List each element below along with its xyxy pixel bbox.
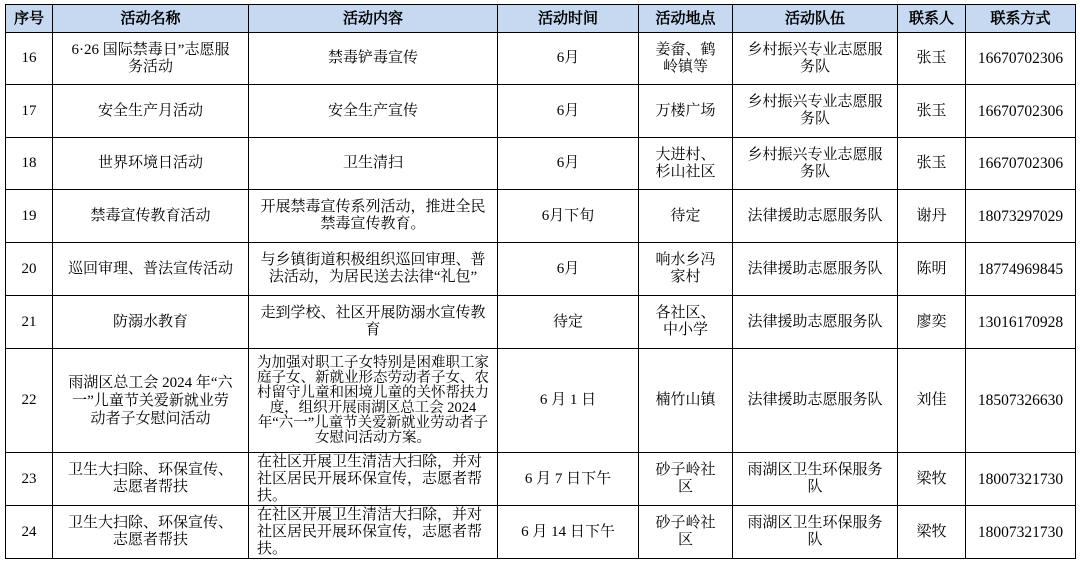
cell-phone-number: 18774969845 xyxy=(966,243,1076,296)
cell-serial-number: 24 xyxy=(6,506,53,559)
cell-activity-time: 6月 xyxy=(498,138,639,190)
cell-phone-number: 18073297029 xyxy=(966,190,1076,243)
cell-phone-number: 18007321730 xyxy=(966,506,1076,559)
cell-phone-number: 16670702306 xyxy=(966,138,1076,190)
cell-contact-person: 张玉 xyxy=(898,138,966,190)
cell-serial-number: 19 xyxy=(6,190,53,243)
cell-activity-content: 与乡镇街道积极组织巡回审理、普法活动，为居民送去法律“礼包” xyxy=(249,243,498,296)
cell-contact-person: 张玉 xyxy=(898,33,966,85)
header-activity-content: 活动内容 xyxy=(249,5,498,33)
cell-activity-name: 世界环境日活动 xyxy=(53,138,249,190)
cell-activity-time: 6月下旬 xyxy=(498,190,639,243)
table-row xyxy=(6,190,1076,243)
cell-activity-time: 6月 xyxy=(498,243,639,296)
cell-activity-name: 安全生产月活动 xyxy=(53,85,249,138)
cell-activity-name: 6·26 国际禁毒日”志愿服务活动 xyxy=(53,33,249,85)
header-activity-name: 活动名称 xyxy=(53,5,249,33)
cell-phone-number: 16670702306 xyxy=(966,33,1076,85)
cell-activity-time: 6 月 7 日下午 xyxy=(498,453,639,506)
cell-activity-team: 乡村振兴专业志愿服务队 xyxy=(733,33,898,85)
cell-activity-team: 乡村振兴专业志愿服务队 xyxy=(733,138,898,190)
cell-contact-person: 谢丹 xyxy=(898,190,966,243)
cell-contact-person: 廖奕 xyxy=(898,296,966,349)
cell-activity-team: 雨湖区卫生环保服务队 xyxy=(733,453,898,506)
cell-phone-number: 13016170928 xyxy=(966,296,1076,349)
cell-activity-name: 禁毒宣传教育活动 xyxy=(53,190,249,243)
cell-serial-number: 22 xyxy=(6,349,53,453)
header-phone-number: 联系方式 xyxy=(966,5,1076,33)
table-row xyxy=(6,296,1076,349)
activity-schedule-sheet xyxy=(5,4,1075,559)
cell-activity-name: 卫生大扫除、环保宣传、志愿者帮扶 xyxy=(53,506,249,559)
cell-activity-time: 6月 xyxy=(498,33,639,85)
cell-phone-number: 16670702306 xyxy=(966,85,1076,138)
cell-contact-person: 陈明 xyxy=(898,243,966,296)
cell-activity-location: 砂子岭社区 xyxy=(639,506,733,559)
table-header-row xyxy=(6,5,1076,33)
cell-serial-number: 21 xyxy=(6,296,53,349)
table-row xyxy=(6,33,1076,85)
cell-serial-number: 18 xyxy=(6,138,53,190)
cell-activity-content: 开展禁毒宣传系列活动，推进全民禁毒宣传教育。 xyxy=(249,190,498,243)
header-contact-person: 联系人 xyxy=(898,5,966,33)
cell-activity-location: 姜畲、鹤岭镇等 xyxy=(639,33,733,85)
header-serial-number: 序号 xyxy=(6,5,53,33)
cell-activity-content: 安全生产宣传 xyxy=(249,85,498,138)
table-row xyxy=(6,138,1076,190)
cell-phone-number: 18007321730 xyxy=(966,453,1076,506)
table-row xyxy=(6,349,1076,453)
cell-activity-time: 6月 xyxy=(498,85,639,138)
table-row xyxy=(6,243,1076,296)
cell-activity-team: 法律援助志愿服务队 xyxy=(733,349,898,453)
cell-activity-team: 乡村振兴专业志愿服务队 xyxy=(733,85,898,138)
cell-activity-time: 6 月 1 日 xyxy=(498,349,639,453)
header-activity-time: 活动时间 xyxy=(498,5,639,33)
cell-activity-location: 楠竹山镇 xyxy=(639,349,733,453)
cell-contact-person: 刘佳 xyxy=(898,349,966,453)
cell-activity-time: 6 月 14 日下午 xyxy=(498,506,639,559)
cell-activity-location: 砂子岭社区 xyxy=(639,453,733,506)
cell-activity-content: 在社区开展卫生清洁大扫除，并对社区居民开展环保宣传，志愿者帮扶。 xyxy=(249,453,498,506)
cell-contact-person: 梁牧 xyxy=(898,453,966,506)
cell-contact-person: 梁牧 xyxy=(898,506,966,559)
cell-activity-location: 待定 xyxy=(639,190,733,243)
header-activity-location: 活动地点 xyxy=(639,5,733,33)
cell-phone-number: 18507326630 xyxy=(966,349,1076,453)
cell-activity-team: 法律援助志愿服务队 xyxy=(733,296,898,349)
cell-activity-content: 禁毒铲毒宣传 xyxy=(249,33,498,85)
cell-activity-name: 巡回审理、普法宣传活动 xyxy=(53,243,249,296)
table-row xyxy=(6,453,1076,506)
cell-activity-time: 待定 xyxy=(498,296,639,349)
table-row xyxy=(6,85,1076,138)
activity-table xyxy=(5,4,1076,559)
cell-activity-content: 走到学校、社区开展防溺水宣传教育 xyxy=(249,296,498,349)
cell-activity-team: 法律援助志愿服务队 xyxy=(733,243,898,296)
cell-serial-number: 17 xyxy=(6,85,53,138)
cell-activity-name: 雨湖区总工会 2024 年“六一”儿童节关爱新就业劳动者子女慰问活动 xyxy=(53,349,249,453)
cell-activity-team: 法律援助志愿服务队 xyxy=(733,190,898,243)
cell-activity-location: 响水乡冯家村 xyxy=(639,243,733,296)
cell-activity-content: 卫生清扫 xyxy=(249,138,498,190)
cell-serial-number: 23 xyxy=(6,453,53,506)
cell-activity-content: 在社区开展卫生清洁大扫除，并对社区居民开展环保宣传，志愿者帮扶。 xyxy=(249,506,498,559)
header-activity-team: 活动队伍 xyxy=(733,5,898,33)
cell-activity-location: 大进村、杉山社区 xyxy=(639,138,733,190)
cell-activity-location: 各社区、中小学 xyxy=(639,296,733,349)
cell-activity-location: 万楼广场 xyxy=(639,85,733,138)
cell-activity-name: 防溺水教育 xyxy=(53,296,249,349)
table-row xyxy=(6,506,1076,559)
cell-contact-person: 张玉 xyxy=(898,85,966,138)
cell-activity-team: 雨湖区卫生环保服务队 xyxy=(733,506,898,559)
cell-activity-content: 为加强对职工子女特别是困难职工家庭子女、新就业形态劳动者子女、农村留守儿童和困境儿童的关怀帮扶力度，组织开展雨湖区总工会 2024 年“六一”儿童节关爱新就业劳动者子女慰问活动方案。 xyxy=(249,349,498,453)
cell-serial-number: 16 xyxy=(6,33,53,85)
cell-serial-number: 20 xyxy=(6,243,53,296)
cell-activity-name: 卫生大扫除、环保宣传、志愿者帮扶 xyxy=(53,453,249,506)
